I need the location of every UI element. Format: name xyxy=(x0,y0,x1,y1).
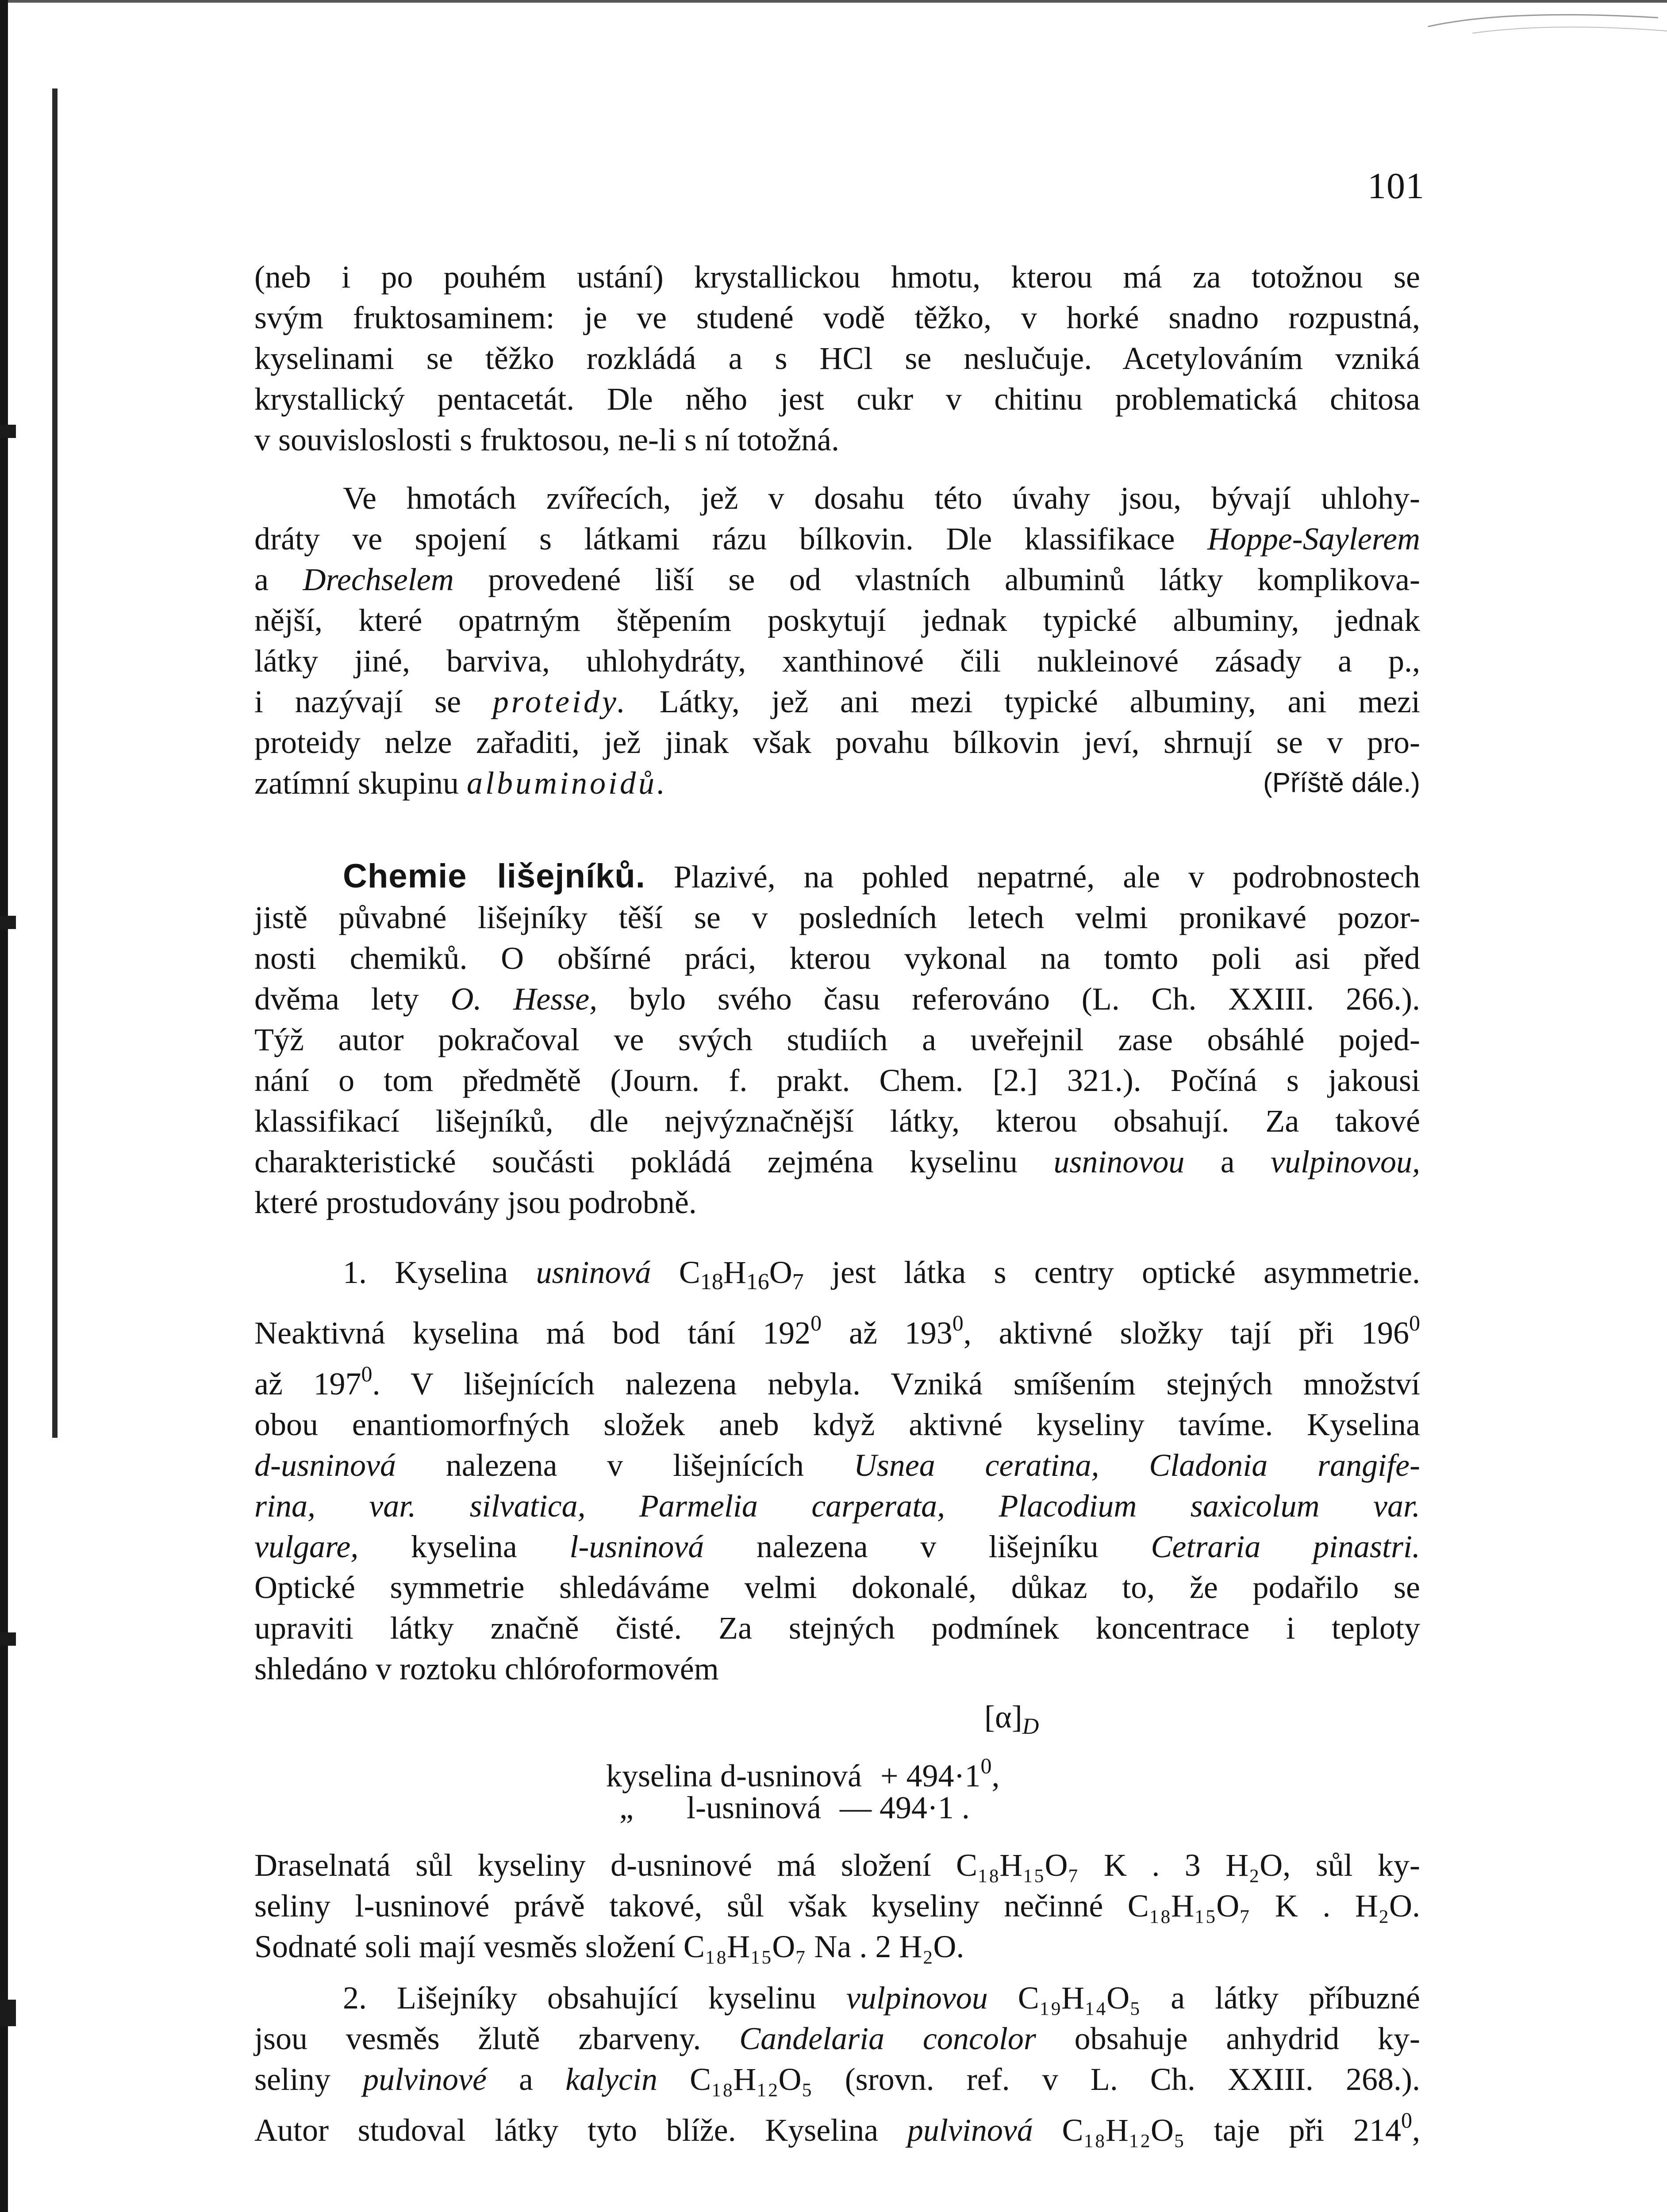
text-line: Optické symmetrie shledáváme velmi dokonalé, důkaz to, že podařilo se xyxy=(254,1570,1420,1605)
rotation-value: + 494·1 xyxy=(880,1758,981,1793)
rotation-row-d: kyselina d-usninová + $494\cdot 1^0$, xyxy=(606,1753,1000,1793)
author-name: Drechselem xyxy=(303,562,454,597)
text-line: látky jiné, barviva, uhlohydráty, xanthinové čili nukleinové zásady a p., xyxy=(254,643,1420,679)
text-line: 2. Lišejníky obsahující kyselinu vulpinovou C₁₉H₁₄O₅ a látky příbuzné xyxy=(343,1980,1420,2016)
species-names: Candelaria concolor xyxy=(739,2021,1036,2056)
text-line: proteidy nelze zařaditi, jež jinak však povahu bílkovin jeví, shrnují se v pro- xyxy=(254,725,1420,760)
text-line: jsou vesměs žlutě zbarveny. Candelaria concolor obsahuje anhydrid ky- xyxy=(254,2021,1421,2056)
term: pulvinová xyxy=(907,2112,1033,2148)
text-line: kyselinami se těžko rozkládá a s HCl se neslučuje. Acetylováním vzniká xyxy=(254,341,1420,376)
continued-note: (Příště dále.) xyxy=(1263,768,1420,798)
term: l-usninová xyxy=(569,1529,704,1564)
species-names: vulgare, xyxy=(254,1529,359,1564)
term: pulvinové xyxy=(363,2062,487,2097)
text-line: (neb i po pouhém ustání) krystallickou hmotu, kterou má za totožnou se xyxy=(254,259,1420,295)
term: d-usninová xyxy=(254,1448,396,1483)
text-line: které prostudovány jsou podrobně. xyxy=(254,1185,697,1220)
term: usninová xyxy=(536,1255,651,1290)
scan-edge-left xyxy=(0,0,8,2212)
text-line: a Drechselem provedené liší se od vlastních albuminů látky komplikova- xyxy=(254,562,1420,597)
text-line: Ve hmotách zvířecích, jež v dosahu této úvahy jsou, bývají uhlohy- xyxy=(343,480,1420,516)
text-line: v souvisloslosti s fruktosou, ne-li s ní totožná. xyxy=(254,422,839,457)
text-line: i nazývají se proteidy. Látky, jež ani mezi typické albuminy, ani mezi xyxy=(254,684,1421,719)
scan-mark xyxy=(0,425,16,438)
text-line: Týž autor pokračoval ve svých studiích a uveřejnil zase obsáhlé pojed- xyxy=(254,1022,1420,1057)
term: proteidy. xyxy=(492,684,628,719)
author-name: O. Hesse, xyxy=(450,981,598,1017)
rotation-label: l-usninová xyxy=(686,1790,821,1825)
text-line: nání o tom předmětě (Journ. f. prakt. Chem. [2.] 321.). Počíná s jakousi xyxy=(254,1063,1420,1098)
text-line: až $197^0$. V lišejnících nalezena nebyla. Vzniká smíšením stejných množství xyxy=(254,1361,1420,1402)
chemical-formula: C₁₈H₁₅O₇ K . 3 H₂O, xyxy=(956,1847,1291,1883)
text-line: svým fruktosaminem: je ve studené vodě těžko, v horké snadno rozpustná, xyxy=(254,300,1420,335)
scan-corner-smudge xyxy=(1419,0,1667,40)
chemical-formula: C₁₈H₁₂O₅ xyxy=(657,2062,813,2097)
text-line: obou enantiomorfných složek aneb když aktivné kyseliny tavíme. Kyselina xyxy=(254,1407,1420,1442)
term: vulpinovou xyxy=(846,1980,988,2016)
text-line: shledáno v roztoku chlóroformovém xyxy=(254,1651,719,1686)
chemical-formula: C₁₈H₁₅O₇ Na . 2 H₂O. xyxy=(683,1929,964,1964)
term: kalycin xyxy=(565,2062,657,2097)
lichens-section xyxy=(254,856,1420,1223)
scan-mark xyxy=(0,1632,16,1646)
species-names: Cetraria pinastri. xyxy=(1151,1529,1421,1564)
scan-mark xyxy=(0,2000,16,2026)
rotation-label: kyselina d-usninová xyxy=(606,1758,862,1793)
page-number: 101 xyxy=(1367,165,1425,207)
text-line: Autor studoval látky tyto blíže. Kyselina pulvinová C₁₈H₁₂O₅ taje při $214^0$, xyxy=(254,2108,1421,2148)
species-names: rina, var. silvatica, Parmelia carperata, Placodium saxicolum var. xyxy=(254,1488,1420,1524)
text-line: krystallický pentacetát. Dle něho jest cukr v chitinu problematická chitosa xyxy=(254,381,1420,417)
chemical-formula: $C_{18}H_{16}O_7$ xyxy=(679,1255,804,1294)
scan-mark xyxy=(0,916,16,929)
rotation-header: $[\alpha]_D$ xyxy=(984,1699,1039,1739)
text-line: Draselnatá sůl kyseliny d-usninové má složení C₁₈H₁₅O₇ K . 3 H₂O, sůl ky- xyxy=(254,1847,1420,1883)
text-line: nější, které opatrným štěpením poskytují jednak typické albuminy, jednak xyxy=(254,603,1420,638)
author-name: Hoppe-Saylerem xyxy=(1207,521,1420,557)
binding-shadow-line xyxy=(52,88,58,1438)
continuation-paragraph xyxy=(254,257,1420,460)
chemical-formula: C₁₉H₁₄O₅ xyxy=(987,1980,1141,2016)
rotation-value: — 494·1 . xyxy=(839,1790,970,1825)
chemical-formula: C₁₈H₁₅O₇ K . H₂O. xyxy=(1127,1888,1420,1924)
text-line: Chemie lišejníků. Plazivé, na pohled nepatrné, ale v podrobnostech xyxy=(343,857,1420,895)
text-line: upraviti látky značně čisté. Za stejných podmínek koncentrace i teploty xyxy=(254,1610,1420,1646)
text-line xyxy=(254,1486,1420,1526)
rotation-row-l xyxy=(619,1787,970,1828)
salts-paragraph xyxy=(254,1845,1420,1967)
proteids-paragraph xyxy=(254,478,1420,803)
species-names: Usnea ceratina, Cladonia rangife- xyxy=(853,1448,1421,1483)
text-line: nosti chemiků. O obšírné práci, kterou vykonal na tomto poli asi před xyxy=(254,941,1420,976)
text-line: Neaktivná kyselina má bod tání $192^0$ až $193^0$, aktivné složky tají při $196^0$ xyxy=(254,1310,1420,1351)
term: albuminoidů. xyxy=(466,765,668,801)
term: usninovou xyxy=(1053,1144,1185,1179)
text-line: 1. Kyselina usninová $C_{18}H_{16}O_7$ jest látka s centry optické asymmetrie. xyxy=(343,1255,1421,1294)
chemical-formula: C₁₈H₁₂O₅ xyxy=(1033,2112,1185,2148)
text-line: seliny pulvinové a kalycin C₁₈H₁₂O₅ (srovn. ref. v L. Ch. XXIII. 268.). xyxy=(254,2062,1420,2097)
text-line: jistě půvabné lišejníky těší se v posledních letech velmi pronikavé pozor- xyxy=(254,900,1420,935)
text-line: zatímní skupinu albuminoidů. (Příště dále.) xyxy=(254,763,1420,803)
term: vulpinovou, xyxy=(1271,1144,1420,1179)
scan-edge-top xyxy=(0,0,1667,3)
ditto-mark: „ xyxy=(619,1790,634,1825)
vulpinic-acid-paragraph xyxy=(254,1978,1420,2151)
text-line: dráty ve spojení s látkami rázu bílkovin. Dle klassifikace Hoppe-Saylerem xyxy=(254,521,1420,557)
usnic-acid-paragraph xyxy=(254,1252,1420,1689)
text-line: charakteristické součásti pokládá zejména kyselinu usninovou a vulpinovou, xyxy=(254,1144,1420,1179)
text-line: dvěma lety O. Hesse, bylo svého času referováno (L. Ch. XXIII. 266.). xyxy=(254,981,1421,1017)
text-line: Sodnaté soli mají vesměs složení C₁₈H₁₅O₇ Na . 2 H₂O. xyxy=(254,1929,964,1964)
text-line: d-usninová nalezena v lišejnících Usnea ceratina, Cladonia rangife- xyxy=(254,1448,1421,1483)
text-line: vulgare, kyselina l-usninová nalezena v lišejníku Cetraria pinastri. xyxy=(254,1529,1421,1564)
text-line: seliny l-usninové právě takové, sůl však kyseliny nečinné C₁₈H₁₅O₇ K . H₂O. xyxy=(254,1888,1420,1924)
section-heading: Chemie lišejníků. xyxy=(343,857,645,895)
text-line: klassifikací lišejníků, dle nejvýznačnější látky, kterou obsahují. Za takové xyxy=(254,1103,1420,1139)
